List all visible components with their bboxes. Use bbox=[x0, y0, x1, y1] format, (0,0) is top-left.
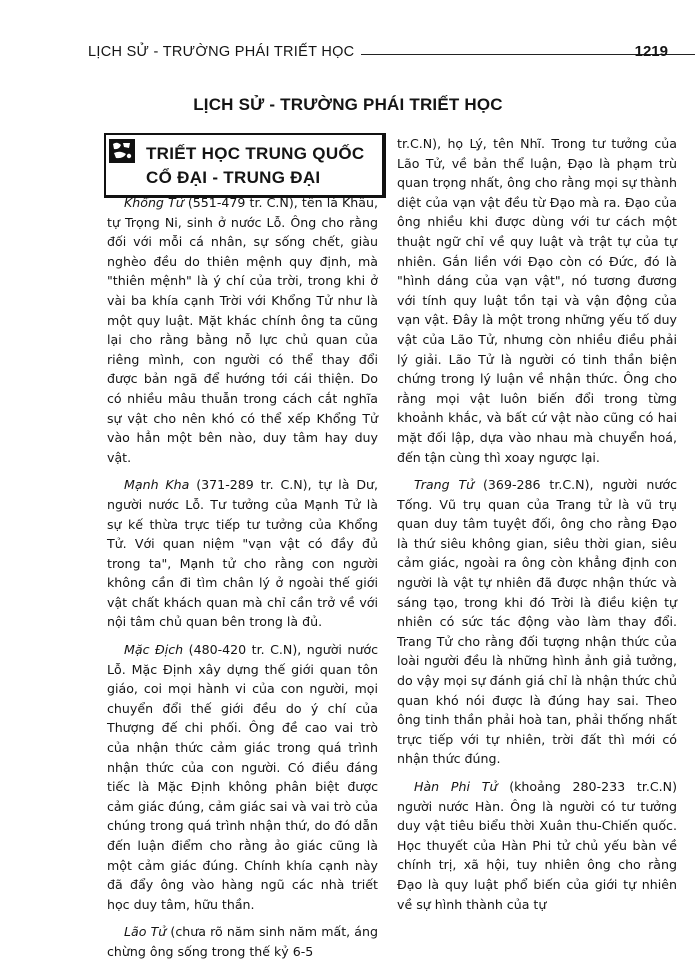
paragraph-trang-tu bbox=[397, 475, 677, 769]
page-number: 1219 bbox=[634, 43, 668, 60]
paragraph-khong-tu bbox=[107, 193, 378, 467]
person-name: Trang Tử bbox=[414, 477, 475, 493]
paragraph-lao-tu bbox=[107, 922, 378, 961]
running-head-title: LỊCH SỬ - TRƯỜNG PHÁI TRIẾT HỌC bbox=[88, 44, 355, 60]
paragraph-lao-tu-continued bbox=[397, 134, 677, 467]
paragraph-han-phi-tu bbox=[397, 777, 677, 914]
right-column bbox=[397, 134, 677, 922]
paragraph-text: (371-289 tr. C.N), tự là Dư, người nước Lỗ. Tư tưởng của Mạnh Tử là sự kế thừa trực tiếp tư tưởng của Khổng Tử. Với quan niệm "vạn vật có đầy đủ trong ta", Mạnh tử cho rằng con người không cần đi tìm chân lý ở ngoài thế giới vật chất khách quan mà chỉ cần trở về với nội tâm chủ quan bên trong là đủ. bbox=[107, 477, 378, 630]
paragraph-text: (369-286 tr.C.N), người nước Tống. Vũ trụ quan của Trang tử là vũ trụ quan duy tâm tuyệt đối, ông cho rằng Đạo là thứ siêu không gian, siêu thời gian, siêu cảm giác, ngoài ra ông còn khẳng định con người là vật tự nhiên đã được nhận thức và sáng tạo, trong khi đó Trời là điều kiện tự nhiên có sức tác động vào làm thay đổi. Trang Tử cho rằng đối tượng nhận thức của loài người đều là những hình ảnh giả tưởng, do vậy mọi sự đánh giá chỉ là nhận thức chủ quan khó nói được là đúng hay sai. Theo ông tinh thần phải hoà tan, phải thống nhất trực tiếp với tự nhiên, trời đất thì mới có nhận thức đúng. bbox=[397, 477, 677, 767]
paragraph-mac-dich bbox=[107, 640, 378, 914]
person-name: Mặc Địch bbox=[124, 642, 184, 658]
paragraph-text: (khoảng 280-233 tr.C.N) người nước Hàn. Ông là người có tư tưởng duy vật tiêu biểu thời Xuân thu-Chiến quốc. Học thuyết của Hàn Phi tử chủ yếu bàn về chính trị, xã hội, tuy nhiên ông cho rằng Đạo là quy luật phổ biến của giới tự nhiên về sự hình thành của tự bbox=[397, 779, 677, 912]
chapter-title-line-2: CỔ ĐẠI - TRUNG ĐẠI bbox=[146, 168, 321, 187]
paragraph-text: (chưa rõ năm sinh năm mất, áng chừng ông sống trong thế kỷ 6-5 bbox=[107, 924, 378, 959]
paragraph-text: (551-479 tr. C.N), tên là Khâu, tự Trọng Ni, sinh ở nước Lỗ. Ông cho rằng đối với mỗi cá nhân, sự sống chết, giàu nghèo đều do thiên mệnh quy định, mà "thiên mệnh" là ý chí của trời, trong khi ở vài ba khía cạnh Trời với Khổng Tử như là một quy luật. Mặt khác chính ông ta cũng lại cho rằng bằng nỗ lực chủ quan của riêng mình, con người có thể thay đổi được bản ngã để hướng tới cái thiện. Do có nhiều mâu thuẫn trong cách cắt nghĩa sự vật cho nên khó có thể xếp Khổng Tử vào hẳn một bên nào, duy tâm hay duy vật. bbox=[107, 195, 378, 465]
left-column bbox=[107, 193, 378, 970]
chapter-title bbox=[146, 142, 365, 190]
paragraph-manh-kha bbox=[107, 475, 378, 632]
paragraph-text: tr.C.N), họ Lý, tên Nhĩ. Trong tư tưởng của Lão Tử, về bản thể luận, Đạo là phạm trù quan trọng nhất, ông cho rằng mọi sự thành diệt của vạn vật đều từ Đạo mà ra. Đạo của ông nhiều khi được dùng với tư cách một thuật ngữ chỉ về quy luật và trật tự của tự nhiên. Gắn liền với Đạo còn có Đức, đó là "hình dáng của vạn vật", nó tương đương với tính quy luật tồn tại và vận động của vạn vật. Đây là một trong những yếu tố duy vật của Lão Tử, nhưng còn nhiều điều phải lý giải. Lão Tử là người có tinh thần biện chứng trong lý luận về nhận thức. Ông cho rằng mọi vật luôn biến đổi trong từng khoảnh khắc, và bất cứ vật nào cũng có hai mặt đối lập, dựa vào nhau mà chuyển hoá, đến tận cùng thì xoay ngược lại. bbox=[397, 136, 677, 465]
chapter-title-line-1: TRIẾT HỌC TRUNG QUỐC bbox=[146, 144, 365, 163]
person-name: Lão Tử bbox=[124, 924, 167, 940]
paragraph-text: (480-420 tr. C.N), người nước Lỗ. Mặc Định xây dựng thế giới quan tôn giáo, coi mọi hành vi của con người, mọi chuyển đổi thế giới đều do ý chí của Thượng đế chi phối. Ông đề cao vai trò của nhận thức cảm giác trong quá trình nhận thức của con người. Có điều đáng tiếc là Mặc Định không phân biệt được cảm giác đúng, cảm giác sai và vai trò của chúng trong quá trình nhận thứ, do đó dẫn đến luận điểm cho rằng ảo giác cũng là một cảm giác đúng. Chính khía cạnh này đã đẩy ông vào hàng ngũ các nhà triết học duy tâm, hữu thần. bbox=[107, 642, 378, 912]
person-name: Mạnh Kha bbox=[124, 477, 190, 493]
chapter-heading-box bbox=[104, 133, 386, 198]
running-head bbox=[88, 44, 668, 66]
scroll-ornament-icon bbox=[108, 138, 136, 164]
person-name: Hàn Phi Tử bbox=[414, 779, 498, 794]
person-name: Khổng Tử bbox=[124, 195, 184, 210]
section-title: LỊCH SỬ - TRƯỜNG PHÁI TRIẾT HỌC bbox=[193, 95, 503, 114]
